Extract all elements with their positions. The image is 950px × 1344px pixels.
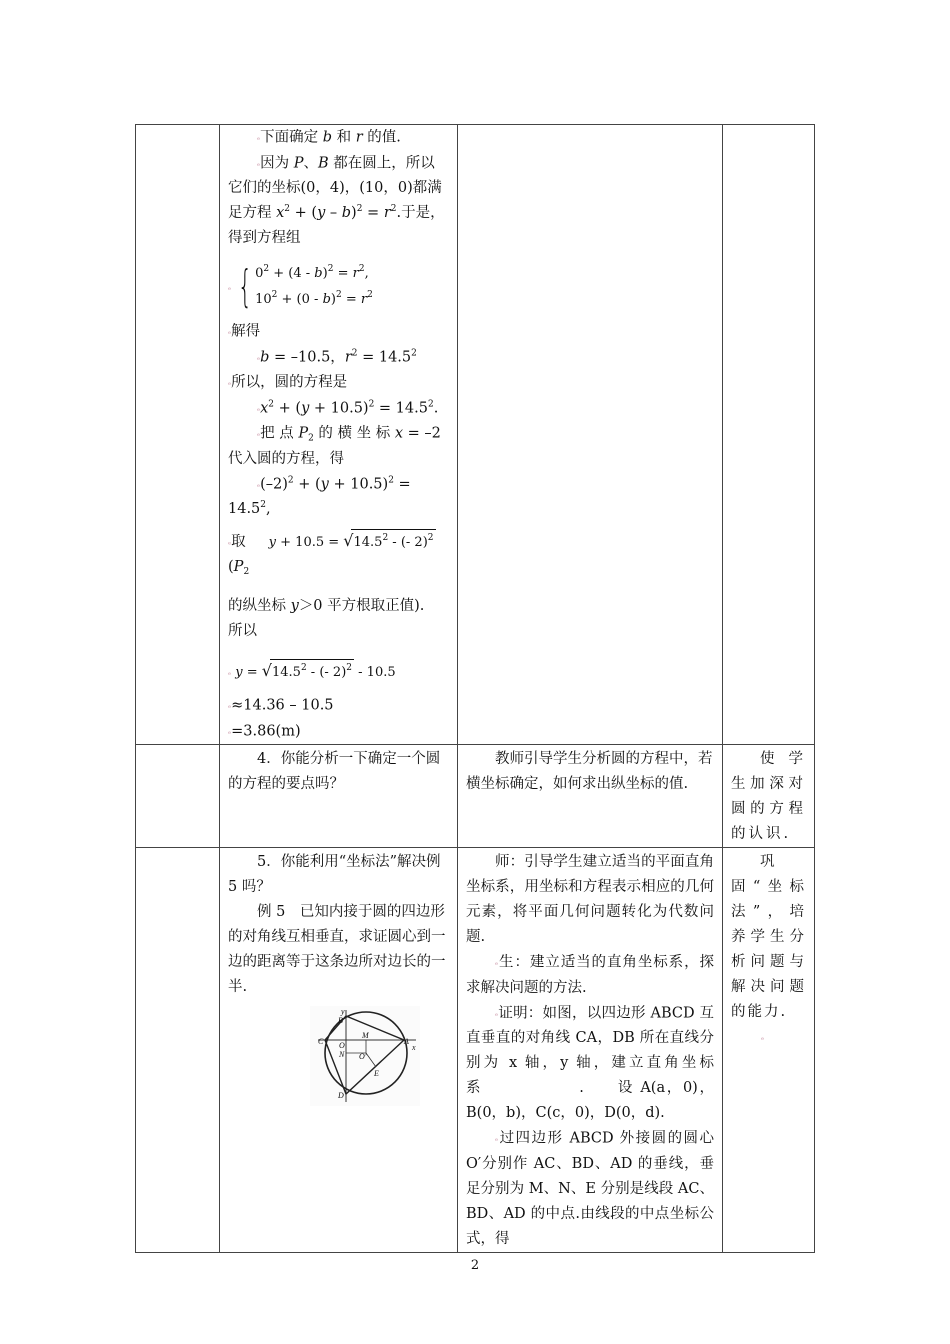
- derivation-cell: [220, 125, 458, 745]
- proof-text-2: ₑ过四边形 ABCD 外接圆的圆心 O′分别作 AC、BD、AD 的垂线，垂足分别为 M、N、E 分别是线段 AC、BD、AD 的中点.由线段的中点坐标公式，得: [466, 1130, 714, 1247]
- teacher-activity-text: 教师引导学生分析圆的方程中，若横坐标确定，如何求出纵坐标的值.: [466, 751, 713, 792]
- empty-cell: [458, 125, 723, 745]
- purpose-cell: [723, 848, 815, 1253]
- text-line: 代入圆的方程，得: [228, 450, 344, 467]
- question-text: 5．你能利用“坐标法”解决例 5 吗？: [228, 854, 441, 895]
- text-line: ₑb = –10.5，$r^2 = 14.5^2$: [257, 348, 417, 365]
- equation-2: $10^2 + (0 - b)^2 = r^2$: [255, 290, 373, 307]
- question-text: 4．你能分析一下确定一个圆的方程的要点吗？: [228, 751, 441, 792]
- text-line: ₑ取 $y + 10.5 = √14.5^2$ - (- 2)$^2$ ($P_2$: [228, 531, 434, 577]
- empty-cell: [723, 125, 815, 745]
- empty-cell: [136, 745, 220, 848]
- proof-text: ₑ证明：如图，以四边形 ABCD 互直垂直的对角线 CA，DB 所在直线分别为 x 轴，y 轴，建立直角坐标系 . 设 A(a，0)，B(0，b)，C(c，0)，D(0，d).: [466, 1005, 714, 1121]
- equation-1: $0^2 + (4 - b)^2 = r^2$,: [255, 264, 369, 281]
- label-D: D: [338, 1091, 344, 1100]
- lesson-table: [135, 124, 815, 1253]
- text-line: ₑ $y = √14.5^2$ - (- 2)$^2$ - 10.5: [228, 658, 449, 685]
- label-O: O: [339, 1041, 345, 1050]
- label-E: E: [374, 1069, 379, 1078]
- table-row: [136, 125, 815, 745]
- text-line: ₑ: [761, 1033, 765, 1042]
- label-y: y: [341, 1007, 345, 1016]
- purpose-text: 使学生加深对圆的方程的认识.: [731, 751, 806, 842]
- text-line: $_e(-2)^2 + (y + 10.5)^2 = 14.5^2$,: [228, 475, 411, 517]
- purpose-text: 巩固“坐标法”，培养学生分析问题与解决问题的能力.: [731, 854, 806, 1020]
- label-C: C: [318, 1037, 324, 1046]
- empty-cell: [136, 125, 220, 745]
- table-row: [136, 745, 815, 848]
- text-line: ₑ解得: [228, 323, 261, 340]
- equation-system: ₑ { $0^2 + (4 - b)^2 = r^2$, $10^2 + (0 - b)^2 = r^2$: [228, 261, 373, 312]
- geometry-figure: [310, 1006, 420, 1106]
- label-x: x: [412, 1043, 416, 1052]
- text-line: ₑ下面确定 b 和 r 的值.: [257, 129, 401, 146]
- label-N: N: [339, 1050, 345, 1059]
- question-cell: [220, 745, 458, 848]
- teacher-activity-cell: [458, 848, 723, 1253]
- empty-cell: [136, 848, 220, 1253]
- text-line: 的纵坐标 y＞0 平方根取正值).: [228, 598, 425, 614]
- text-line: ₑ所以，圆的方程是: [228, 374, 348, 391]
- text-line: ₑ=3.86(m): [228, 723, 301, 739]
- text-line: ₑ≈14.36 – 10.5: [228, 697, 334, 714]
- example-text: 例 5 已知内接于圆的四边形的对角线互相垂直，求证圆心到一边的距离等于这条边所对边长的一半.: [228, 904, 446, 995]
- text-line: ₑ把 点 $P_2$ 的 横 坐 标 x = –2: [257, 425, 441, 444]
- text-line: 得到方程组: [228, 230, 301, 246]
- label-B: B: [338, 1016, 343, 1025]
- label-O-prime: O': [359, 1052, 367, 1061]
- text-line: 所以: [228, 623, 257, 639]
- question-cell: [220, 848, 458, 1253]
- page-number: 2: [470, 1258, 480, 1273]
- label-A: A: [404, 1037, 409, 1046]
- table-row: [136, 848, 815, 1253]
- text-line: 足方程 $x^2 + (y - b)^2 = r^2$.于是，: [228, 204, 445, 221]
- label-M: M: [362, 1031, 369, 1040]
- student-activity-text: ₑ生：建立适当的直角坐标系，探求解决问题的方法.: [466, 954, 714, 996]
- purpose-cell: [723, 745, 815, 848]
- text-line: ₑ因为 P、B 都在圆上，所以: [257, 155, 435, 171]
- teacher-activity-cell: [458, 745, 723, 848]
- text-line: $_ex^2 + (y + 10.5)^2 = 14.5^2$.: [257, 399, 439, 416]
- text-line: 它们的坐标(0，4)，(10，0)都满: [228, 180, 442, 196]
- teacher-activity-text: 师：引导学生建立适当的平面直角坐标系，用坐标和方程表示相应的几何元素，将平面几何问题转化为代数问题.: [466, 854, 714, 945]
